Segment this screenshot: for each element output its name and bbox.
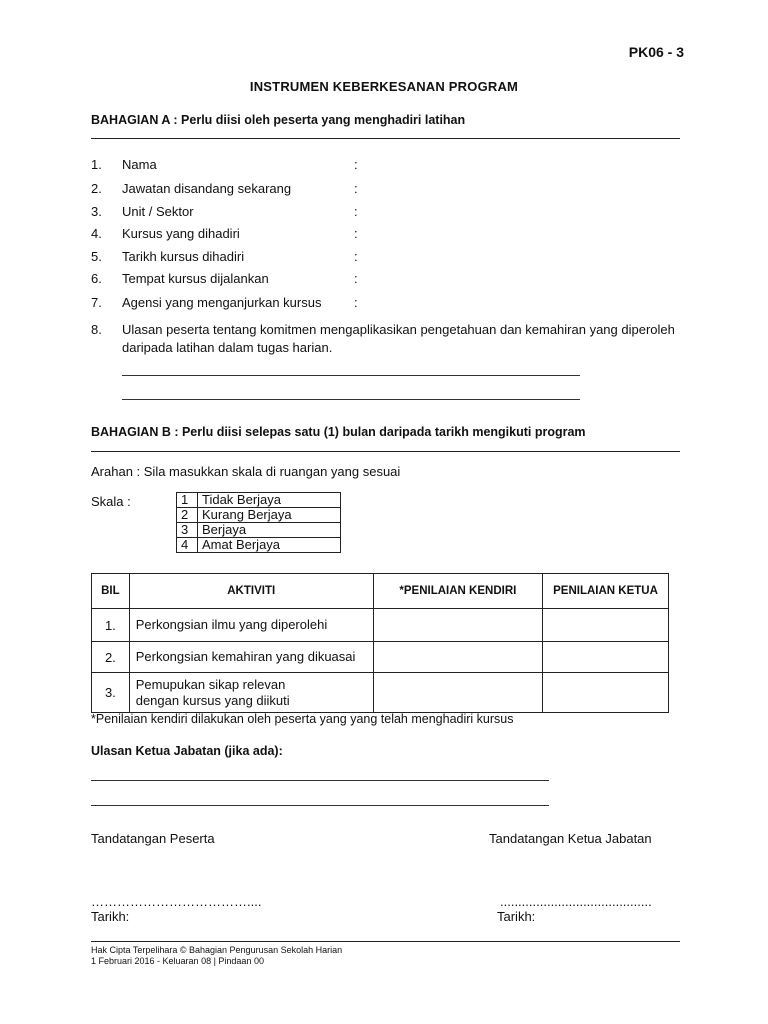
header-bil: BIL bbox=[92, 574, 130, 609]
row-bil: 2. bbox=[92, 642, 130, 673]
signature-label-peserta: Tandatangan Peserta bbox=[91, 831, 215, 846]
ulasan-ketua-line-2[interactable] bbox=[91, 805, 549, 806]
item-colon: : bbox=[354, 249, 358, 264]
scale-row bbox=[177, 523, 341, 538]
row-bil: 3. bbox=[92, 673, 130, 713]
item-number: 5. bbox=[91, 249, 102, 264]
scale-text: Kurang Berjaya bbox=[198, 508, 341, 523]
scale-text: Tidak Berjaya bbox=[198, 493, 341, 508]
item-number: 3. bbox=[91, 204, 102, 219]
ulasan-peserta-line-2[interactable] bbox=[122, 399, 580, 400]
item-label: Kursus yang dihadiri bbox=[122, 226, 240, 241]
item-label: Jawatan disandang sekarang bbox=[122, 181, 292, 196]
scale-row bbox=[177, 538, 341, 553]
penilaian-ketua-cell[interactable] bbox=[543, 673, 669, 713]
instruction-text: Arahan : Sila masukkan skala di ruangan yang sesuai bbox=[91, 464, 401, 479]
item-label: Nama bbox=[122, 157, 157, 172]
penilaian-kendiri-cell[interactable] bbox=[373, 673, 542, 713]
evaluation-table bbox=[91, 573, 669, 713]
scale-text: Amat Berjaya bbox=[198, 538, 341, 553]
signature-label-ketua: Tandatangan Ketua Jabatan bbox=[489, 831, 652, 846]
penilaian-kendiri-cell[interactable] bbox=[373, 642, 542, 673]
scale-number: 1 bbox=[177, 493, 198, 508]
item-number: 4. bbox=[91, 226, 102, 241]
item-label: Unit / Sektor bbox=[122, 204, 194, 219]
table-header-row bbox=[92, 574, 669, 609]
item-number: 7. bbox=[91, 295, 102, 310]
item-label: Tarikh kursus dihadiri bbox=[122, 249, 245, 264]
header-penilaian-kendiri: *PENILAIAN KENDIRI bbox=[373, 574, 542, 609]
row-aktiviti: Perkongsian ilmu yang diperolehi bbox=[129, 609, 373, 642]
header-aktiviti: AKTIVITI bbox=[129, 574, 373, 609]
footer-copyright: Hak Cipta Terpelihara © Bahagian Pengurusan Sekolah Harian bbox=[91, 945, 343, 955]
item-number: 6. bbox=[91, 271, 102, 286]
document-title: INSTRUMEN KEBERKESANAN PROGRAM bbox=[249, 79, 519, 94]
item-colon: : bbox=[354, 181, 358, 196]
ulasan-ketua-heading: Ulasan Ketua Jabatan (jika ada): bbox=[91, 744, 283, 758]
penilaian-kendiri-cell[interactable] bbox=[373, 609, 542, 642]
item-colon: : bbox=[354, 204, 358, 219]
table-row bbox=[92, 609, 669, 642]
footer-version: 1 Februari 2016 - Keluaran 08 | Pindaan 00 bbox=[91, 956, 264, 966]
item-colon: : bbox=[354, 226, 358, 241]
row-aktiviti: Pemupukan sikap relevan dengan kursus yang diikuti bbox=[129, 673, 373, 713]
footer-rule bbox=[91, 941, 680, 942]
header-penilaian-ketua: PENILAIAN KETUA bbox=[543, 574, 669, 609]
item-label: Tempat kursus dijalankan bbox=[122, 271, 269, 286]
penilaian-ketua-cell[interactable] bbox=[543, 609, 669, 642]
table-row bbox=[92, 673, 669, 713]
section-a-rule bbox=[91, 138, 680, 139]
item-label: Ulasan peserta tentang komitmen mengaplikasikan pengetahuan dan kemahiran yang diperoleh daripada latihan dalam tugas harian. bbox=[122, 322, 675, 355]
date-label-ketua: Tarikh: bbox=[497, 909, 536, 924]
section-b-heading: BAHAGIAN B : Perlu diisi selepas satu (1) bulan daripada tarikh mengikuti program bbox=[91, 425, 586, 439]
item-number: 8. bbox=[91, 322, 102, 337]
scale-table bbox=[176, 492, 341, 553]
ulasan-ketua-line-1[interactable] bbox=[91, 780, 549, 781]
section-b-rule bbox=[91, 451, 680, 452]
ulasan-peserta-line-1[interactable] bbox=[122, 375, 580, 376]
section-a-heading: BAHAGIAN A : Perlu diisi oleh peserta yang menghadiri latihan bbox=[91, 113, 466, 127]
scale-label: Skala : bbox=[91, 494, 131, 509]
scale-row bbox=[177, 493, 341, 508]
table-row bbox=[92, 642, 669, 673]
item-label: Agensi yang menganjurkan kursus bbox=[122, 295, 322, 310]
item-colon: : bbox=[354, 295, 358, 310]
scale-text: Berjaya bbox=[198, 523, 341, 538]
item-colon: : bbox=[354, 271, 358, 286]
scale-row bbox=[177, 508, 341, 523]
scale-number: 4 bbox=[177, 538, 198, 553]
item-colon: : bbox=[354, 157, 358, 172]
footnote: *Penilaian kendiri dilakukan oleh peserta yang yang telah menghadiri kursus bbox=[91, 712, 514, 726]
date-label-peserta: Tarikh: bbox=[91, 909, 130, 924]
signature-line-peserta[interactable]: ……………………………….... bbox=[91, 894, 262, 909]
item-number: 2. bbox=[91, 181, 102, 196]
document-code: PK06 - 3 bbox=[628, 44, 684, 60]
signature-line-ketua[interactable]: .......................................... bbox=[500, 894, 652, 909]
scale-number: 2 bbox=[177, 508, 198, 523]
penilaian-ketua-cell[interactable] bbox=[543, 642, 669, 673]
row-aktiviti: Perkongsian kemahiran yang dikuasai bbox=[129, 642, 373, 673]
row-bil: 1. bbox=[92, 609, 130, 642]
scale-number: 3 bbox=[177, 523, 198, 538]
item-number: 1. bbox=[91, 157, 102, 172]
